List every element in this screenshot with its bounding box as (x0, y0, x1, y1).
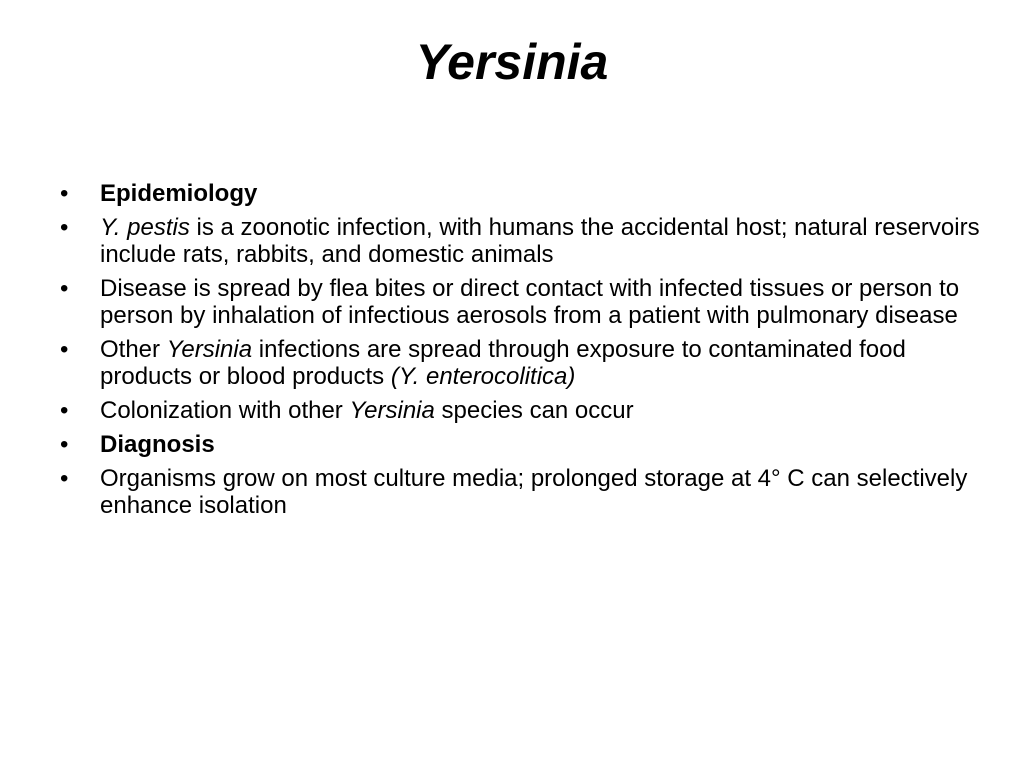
bullet-text-segment: Yersinia (349, 397, 435, 424)
bullet-marker: • (60, 431, 69, 458)
bullet-text-segment: Disease is spread by flea bites or direct contact with infected tissues or person to person by inhalation of infectious aerosols from a patient with pulmonary disease (100, 275, 960, 329)
bullet-marker: • (60, 214, 69, 241)
bullet-marker: • (60, 180, 69, 207)
bullet-text-segment: (Y. enterocolitica) (390, 363, 576, 390)
bullet-text-segment: Epidemiology (100, 180, 258, 207)
bullet-text-segment: infections are spread through exposure to contaminated food products or blood products (100, 336, 906, 390)
bullet-marker: • (60, 336, 69, 363)
bullet-item (60, 275, 980, 329)
bullet-text-segment: is a zoonotic infection, with humans the accidental host; natural reservoirs include rats, rabbits, and domestic animals (100, 214, 980, 268)
bullet-item (60, 214, 980, 268)
bullet-text-segment: Colonization with other (100, 397, 350, 424)
bullet-text-segment: species can occur (434, 397, 634, 424)
bullet-item (60, 397, 980, 424)
bullet-marker: • (60, 465, 69, 492)
bullet-list (60, 180, 980, 526)
bullet-item (60, 465, 980, 519)
bullet-item (60, 180, 980, 207)
bullet-text-segment: Other (100, 336, 167, 363)
bullet-marker: • (60, 275, 69, 302)
bullet-text-segment: Diagnosis (100, 431, 215, 458)
bullet-text-segment: Organisms grow on most culture media; prolonged storage at 4° C can selectively enhance isolation (100, 465, 968, 519)
bullet-text-segment: Yersinia (166, 336, 253, 363)
bullet-marker: • (60, 397, 69, 424)
bullet-text-segment: Y. pestis (100, 214, 190, 241)
bullet-item (60, 336, 980, 390)
bullet-item (60, 431, 980, 458)
slide-title: Yersinia (415, 34, 609, 90)
